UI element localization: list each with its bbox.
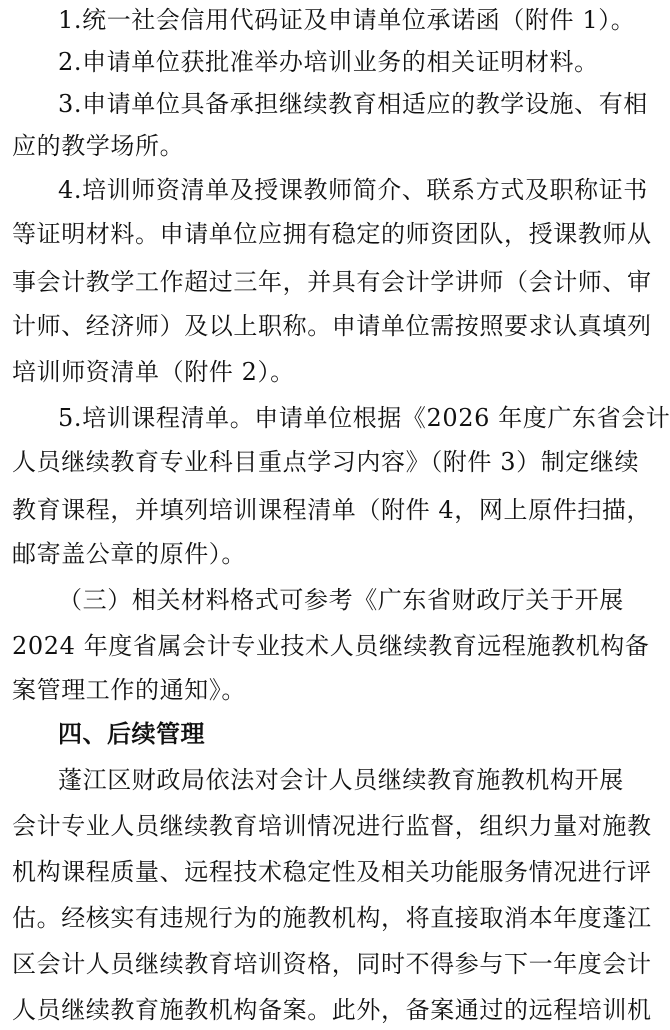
item-2-line: 2.申请单位获批准举办培训业务的相关证明材料。	[58, 48, 599, 76]
body-paragraph-line-6: 人员继续教育施教机构备案。此外，备案通过的远程培训机	[12, 996, 652, 1024]
item-3-line-1: 3.申请单位具备承担继续教育相适应的教学设施、有相	[58, 90, 648, 118]
section-3-line-3: 案管理工作的通知》。	[12, 676, 246, 704]
item-4-line-4: 计师、经济师）及以上职称。申请单位需按照要求认真填列	[12, 312, 652, 340]
section-heading-4: 四、后续管理	[58, 720, 205, 748]
body-paragraph-line-1: 蓬江区财政局依法对会计人员继续教育施教机构开展	[58, 766, 624, 794]
body-paragraph-line-5: 区会计人员继续教育培训资格，同时不得参与下一年度会计	[12, 950, 652, 978]
item-1-line: 1.统一社会信用代码证及申请单位承诺函（附件 1）。	[58, 6, 636, 34]
body-paragraph-line-2: 会计专业人员继续教育培训情况进行监督，组织力量对施教	[12, 812, 652, 840]
item-5-line-2: 人员继续教育专业科目重点学习内容》（附件 3）制定继续	[12, 448, 640, 476]
body-paragraph-line-3: 机构课程质量、远程技术稳定性及相关功能服务情况进行评	[12, 858, 652, 886]
item-4-line-5: 培训师资清单（附件 2）。	[12, 358, 295, 386]
item-4-line-2: 等证明材料。申请单位应拥有稳定的师资团队，授课教师从	[12, 220, 652, 248]
item-4-line-1: 4.培训师资清单及授课教师简介、联系方式及职称证书	[58, 176, 648, 204]
item-3-line-2: 应的教学场所。	[12, 132, 185, 160]
section-3-line-1: （三）相关材料格式可参考《广东省财政厅关于开展	[58, 586, 624, 614]
body-paragraph-line-4: 估。经核实有违规行为的施教机构，将直接取消本年度蓬江	[12, 904, 652, 932]
section-3-line-2: 2024 年度省属会计专业技术人员继续教育远程施教机构备	[12, 632, 650, 660]
item-4-line-3: 事会计教学工作超过三年，并具有会计学讲师（会计师、审	[12, 268, 652, 296]
item-5-line-4: 邮寄盖公章的原件）。	[12, 540, 246, 568]
item-5-line-1: 5.培训课程清单。申请单位根据《2026 年度广东省会计	[58, 404, 670, 432]
item-5-line-3: 教育课程，并填列培训课程清单（附件 4，网上原件扫描，	[12, 496, 652, 524]
